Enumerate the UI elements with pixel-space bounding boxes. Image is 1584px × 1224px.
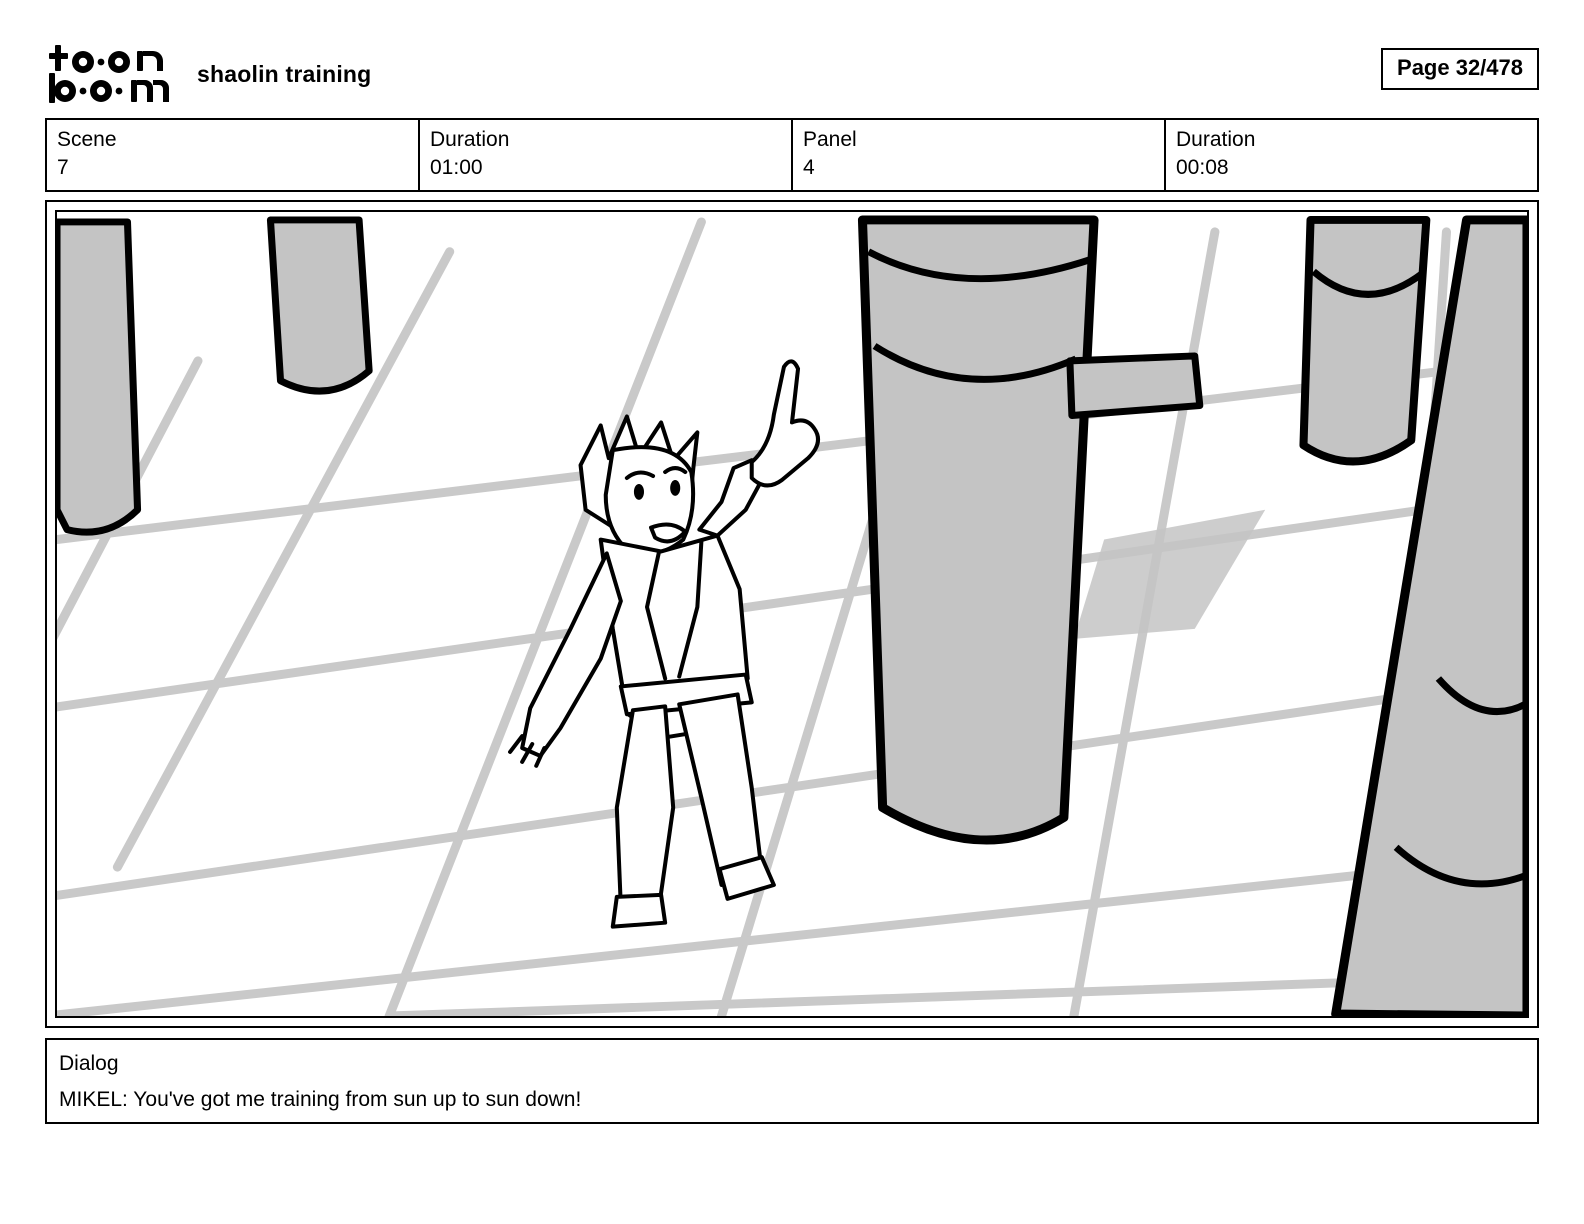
meta-cell-panel-duration [1166, 120, 1537, 190]
panel-meta-table [45, 118, 1539, 192]
meta-value-panel-duration: 00:08 [1176, 156, 1229, 180]
page-number-badge: Page 32/478 [1381, 48, 1539, 90]
meta-cell-scene-duration [420, 120, 793, 190]
training-post-left [270, 220, 369, 391]
meta-cell-scene [47, 120, 420, 190]
meta-value-scene: 7 [57, 156, 69, 180]
panel-artwork [55, 210, 1529, 1018]
meta-label-panel-duration: Duration [1176, 128, 1256, 151]
meta-value-panel: 4 [803, 156, 815, 180]
meta-cell-panel [793, 120, 1166, 190]
meta-label-scene-duration: Duration [430, 128, 510, 151]
page-title: shaolin training [197, 60, 372, 87]
dialog-label: Dialog [59, 1052, 119, 1075]
meta-value-scene-duration: 01:00 [430, 156, 483, 180]
meta-label-scene: Scene [57, 128, 117, 151]
storyboard-drawing [57, 212, 1527, 1016]
training-post-right [1303, 220, 1426, 462]
training-post-center [862, 220, 1199, 840]
training-post-far-left [57, 222, 138, 532]
dialog-line: MIKEL: You've got me training from sun up to sun down! [59, 1087, 582, 1111]
panel-artwork-frame [45, 200, 1539, 1028]
toon-boom-logo [49, 43, 179, 105]
meta-label-panel: Panel [803, 128, 857, 151]
page-header [45, 40, 1539, 108]
dialog-box [45, 1038, 1539, 1124]
